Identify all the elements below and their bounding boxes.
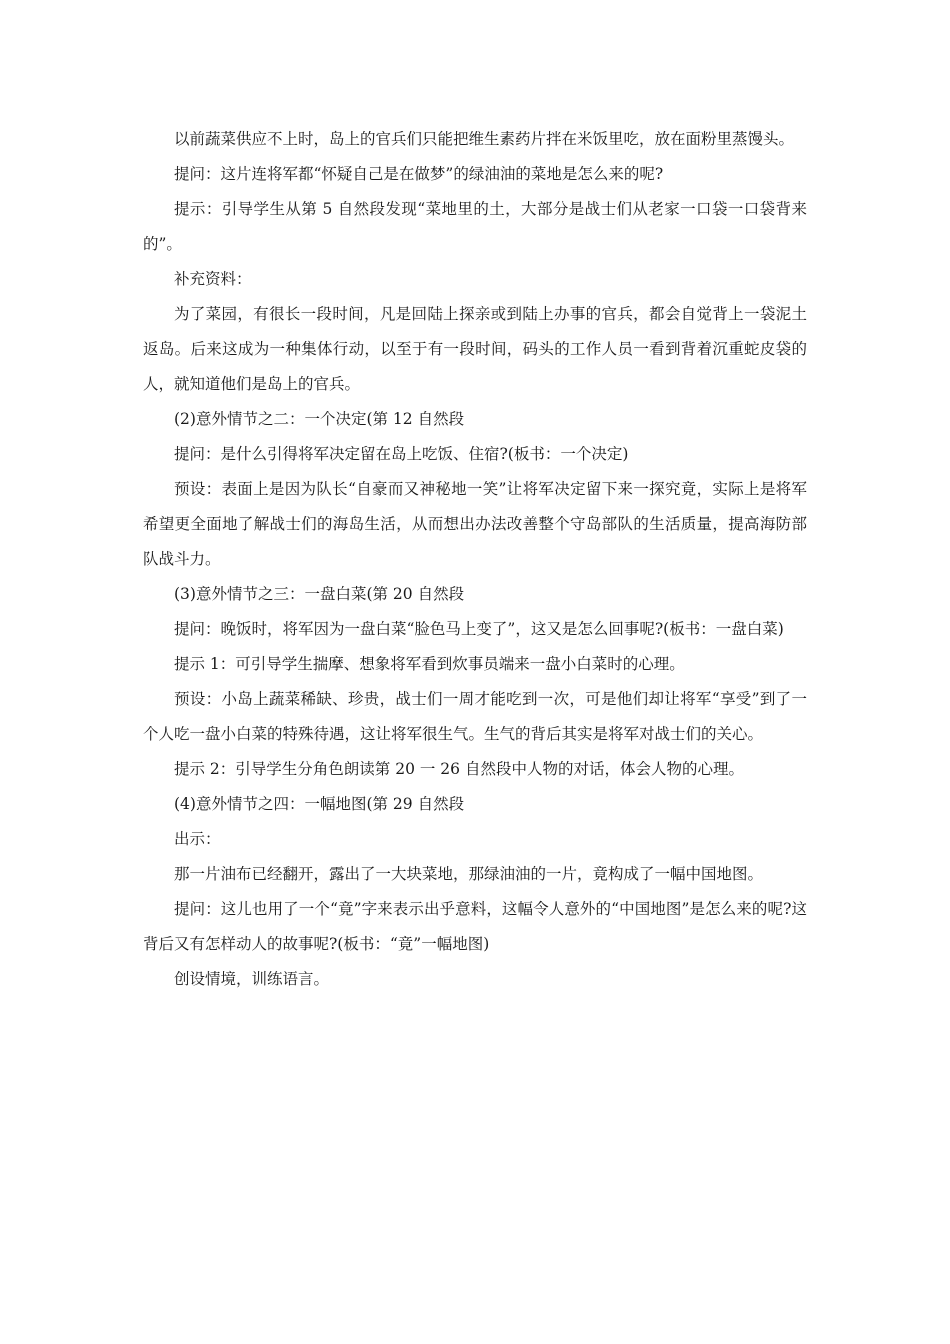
paragraph: 提示 2：引导学生分角色朗读第 20 一 26 自然段中人物的对话，体会人物的心理。	[174, 760, 744, 778]
section-heading: (4)意外情节之四：一幅地图(第 29 自然段	[174, 795, 465, 813]
paragraph: 提示：引导学生从第 5 自然段发现“菜地里的土，大部分是战士们从老家一口袋一口袋背来的”。	[143, 200, 807, 253]
paragraph: 提问：这片连将军都“怀疑自己是在做梦”的绿油油的菜地是怎么来的呢?	[174, 165, 664, 183]
paragraph: 提示 1：可引导学生揣摩、想象将军看到炊事员端来一盘小白菜时的心理。	[174, 655, 685, 673]
paragraph: 创设情境，训练语言。	[174, 970, 330, 988]
paragraph: 提问：这儿也用了一个“竟”字来表示出乎意料，这幅令人意外的“中国地图”是怎么来的呢?这背后又有怎样动人的故事呢?(板书：“竟”一幅地图)	[143, 900, 807, 953]
section-heading: (2)意外情节之二：一个决定(第 12 自然段	[174, 410, 465, 428]
paragraph: 提问：晚饭时，将军因为一盘白菜“脸色马上变了”，这又是怎么回事呢?(板书：一盘白菜)	[174, 620, 784, 638]
paragraph: 为了菜园，有很长一段时间，凡是回陆上探亲或到陆上办事的官兵，都会自觉背上一袋泥土返岛。后来这成为一种集体行动，以至于有一段时间，码头的工作人员一看到背着沉重蛇皮袋的人，就知道他们是岛上的官兵。	[143, 305, 807, 393]
document-body	[143, 122, 807, 997]
quoted-passage: 那一片油布已经翻开，露出了一大块菜地，那绿油油的一片，竟构成了一幅中国地图。	[174, 865, 764, 883]
paragraph: 出示：	[174, 830, 221, 848]
section-heading: (3)意外情节之三：一盘白菜(第 20 自然段	[174, 585, 465, 603]
paragraph: 以前蔬菜供应不上时，岛上的官兵们只能把维生素药片拌在米饭里吃，放在面粉里蒸馒头。	[174, 130, 795, 148]
paragraph: 预设：小岛上蔬菜稀缺、珍贵，战士们一周才能吃到一次，可是他们却让将军“享受”到了一个人吃一盘小白菜的特殊待遇，这让将军很生气。生气的背后其实是将军对战士们的关心。	[143, 690, 807, 743]
paragraph: 预设：表面上是因为队长“自豪而又神秘地一笑”让将军决定留下来一探究竟，实际上是将军希望更全面地了解战士们的海岛生活，从而想出办法改善整个守岛部队的生活质量，提高海防部队战斗力。	[143, 480, 807, 568]
paragraph: 补充资料：	[174, 270, 252, 288]
paragraph: 提问：是什么引得将军决定留在岛上吃饭、住宿?(板书：一个决定)	[174, 445, 629, 463]
